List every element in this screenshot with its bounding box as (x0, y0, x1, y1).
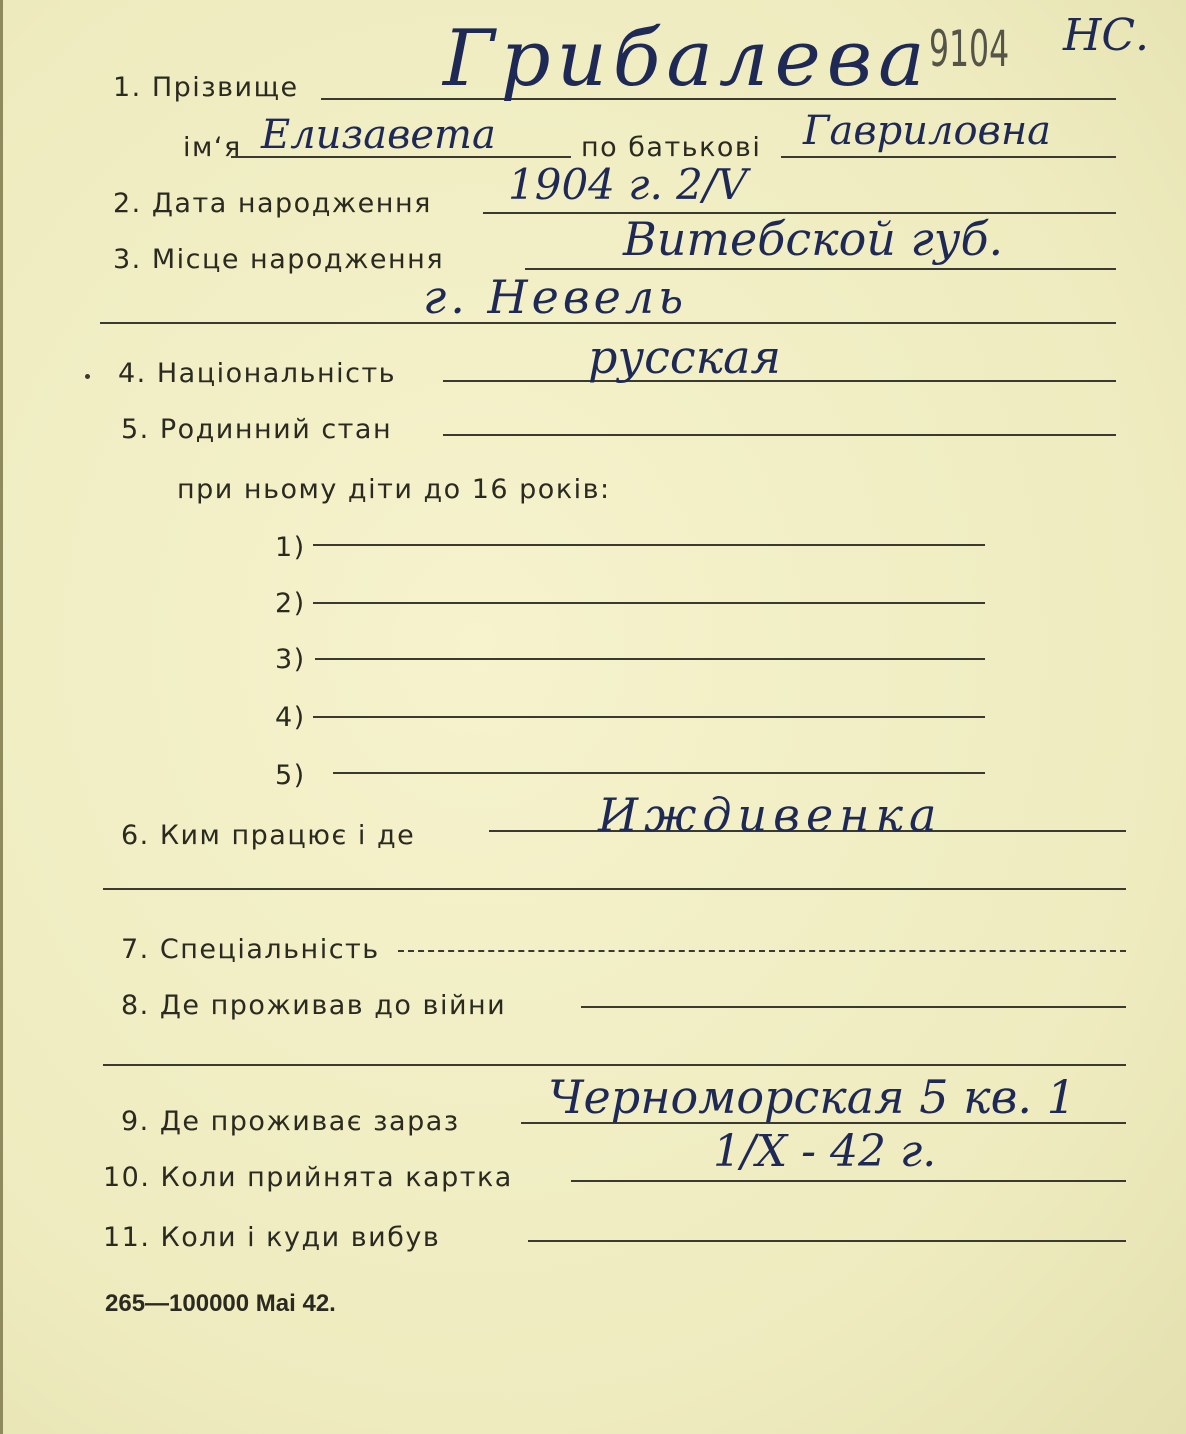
departure-line (528, 1240, 1126, 1242)
child-3-line (315, 658, 985, 660)
patronymic-label: по батькові (581, 132, 762, 163)
child-5-label: 5) (275, 760, 306, 791)
child-1-label: 1) (275, 532, 306, 563)
name-value: Елизавета (261, 112, 496, 158)
current-residence-value: Черноморская 5 кв. 1 (548, 1070, 1076, 1124)
occupation-line-2 (103, 888, 1126, 890)
child-4-label: 4) (275, 702, 306, 733)
surname-value: Грибалева (443, 14, 931, 104)
card-accepted-line (571, 1180, 1126, 1182)
nationality-value: русская (588, 330, 782, 384)
birth-place-value-2: г. Невель (423, 270, 688, 324)
current-residence-label: 9. Де проживає зараз (121, 1106, 460, 1137)
print-run-footer: 265—100000 Mai 42. (105, 1290, 336, 1317)
child-3-label: 3) (275, 644, 306, 675)
prewar-residence-line (581, 1006, 1126, 1008)
card-mark: НС. (1063, 10, 1150, 61)
child-5-line (333, 772, 985, 774)
birth-place-value-1: Витебской губ. (623, 212, 1004, 266)
nationality-label: 4. Національність (118, 358, 397, 389)
name-label: ім‘я (183, 132, 242, 163)
margin-dot (85, 374, 90, 379)
specialty-label: 7. Спеціальність (121, 934, 380, 965)
marital-status-line (443, 434, 1116, 436)
prewar-residence-line-2 (103, 1064, 1126, 1066)
birth-date-label: 2. Дата народження (113, 188, 432, 219)
specialty-line (398, 950, 1126, 952)
patronymic-line (781, 156, 1116, 158)
occupation-label: 6. Ким працює і де (121, 820, 416, 851)
occupation-value: Иждивенка (598, 788, 943, 842)
card-accepted-label: 10. Коли прийнята картка (103, 1162, 513, 1193)
prewar-residence-label: 8. Де проживав до війни (121, 990, 507, 1021)
marital-status-label: 5. Родинний стан (121, 414, 393, 445)
child-4-line (313, 716, 985, 718)
child-1-line (313, 544, 985, 546)
child-2-label: 2) (275, 588, 306, 619)
patronymic-value: Гавриловна (803, 108, 1052, 154)
child-2-line (313, 602, 985, 604)
card-accepted-value: 1/X - 42 г. (713, 1126, 937, 1177)
birth-date-value: 1904 г. 2/V (508, 160, 748, 209)
card-number-stamp: 9104 (929, 20, 1010, 78)
surname-label: 1. Прізвище (113, 72, 299, 103)
birth-place-label: 3. Місце народження (113, 244, 445, 275)
departure-label: 11. Коли і куди вибув (103, 1222, 441, 1253)
children-label: при ньому діти до 16 років: (177, 474, 611, 505)
